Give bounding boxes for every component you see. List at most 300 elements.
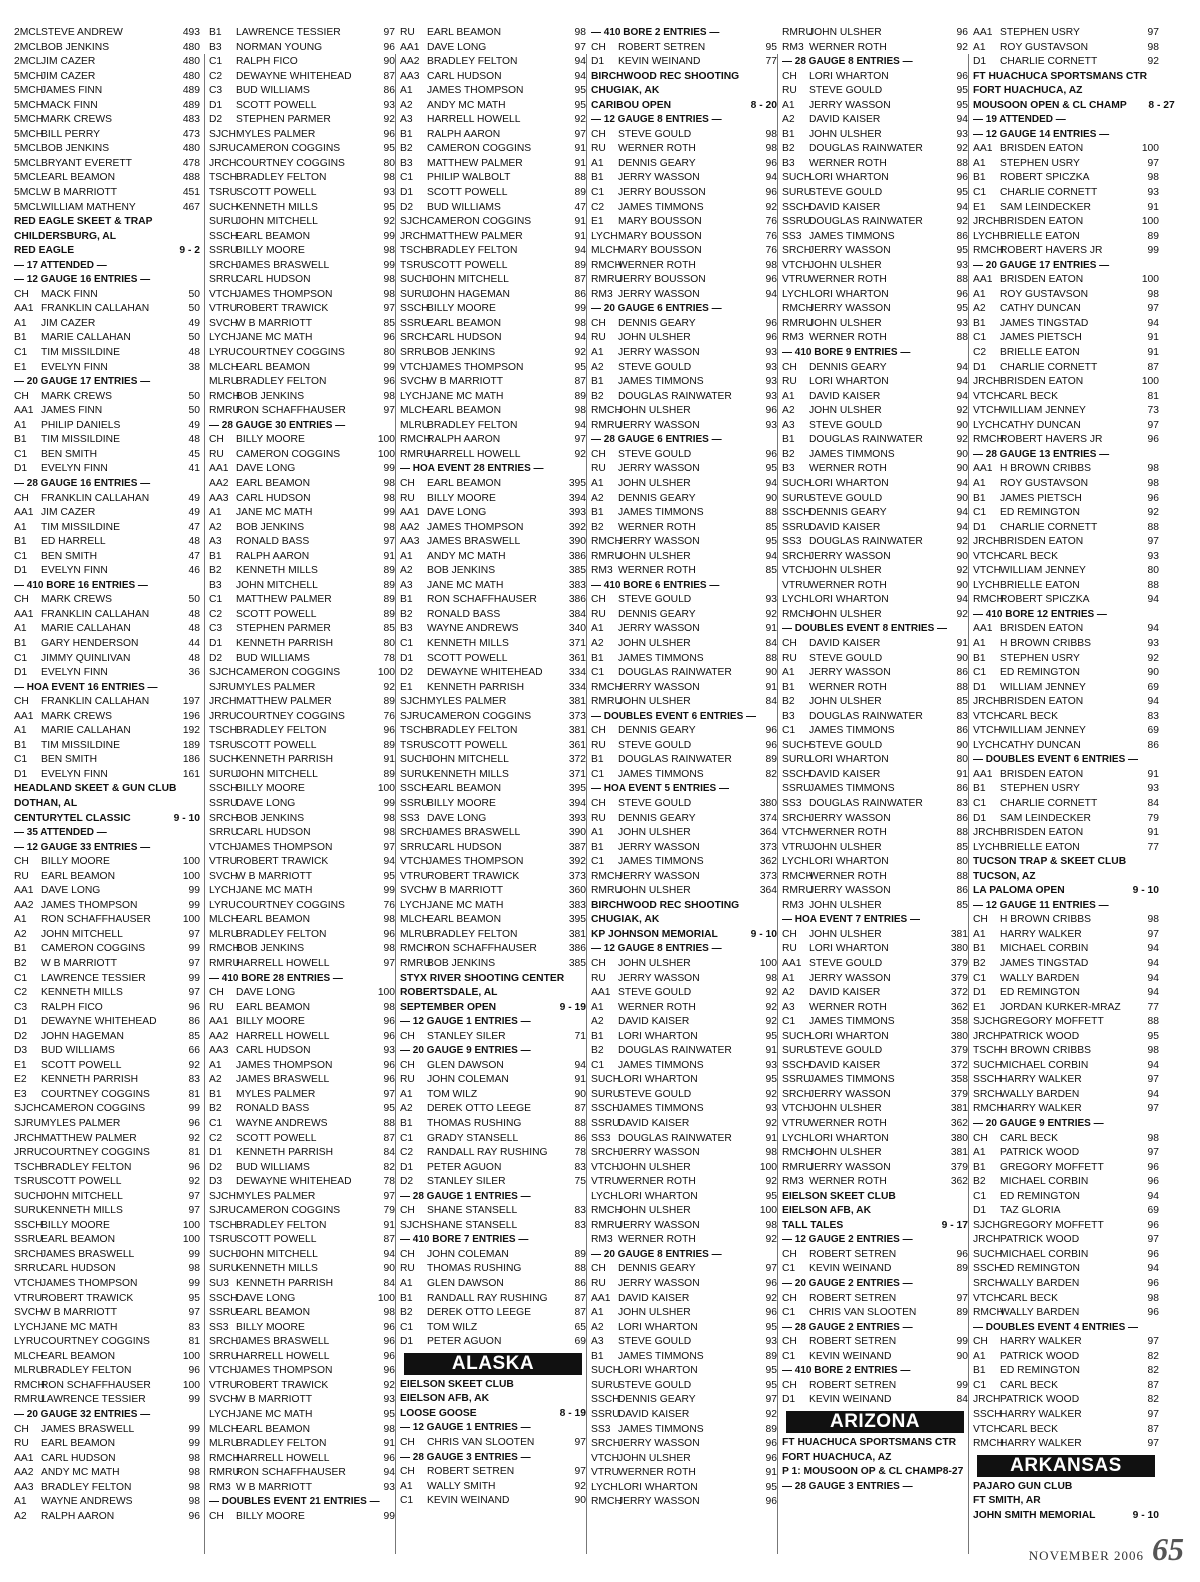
shoot-date: 9 - 10 — [173, 812, 200, 824]
result-row — [14, 1088, 200, 1103]
section-heading: — 410 BORE 7 ENTRIES — — [400, 1234, 529, 1246]
score: 92 — [765, 987, 777, 999]
score: 96 — [765, 448, 777, 460]
result-row — [591, 739, 777, 754]
class-code: 5MCL — [14, 172, 42, 184]
class-code: C1 — [973, 797, 987, 809]
class-code: TSRU — [209, 739, 238, 751]
score: 82 — [1147, 1365, 1159, 1377]
class-code: C1 — [973, 507, 987, 519]
class-code: CH — [591, 128, 606, 140]
score: 48 — [188, 536, 200, 548]
class-code: A1 — [591, 827, 604, 839]
result-row — [14, 1059, 200, 1074]
result-row — [591, 608, 777, 623]
result-row — [782, 331, 968, 346]
class-code: RU — [591, 143, 606, 155]
result-row — [400, 1335, 586, 1350]
shooter-name: ROY GUSTAVSON — [1000, 288, 1089, 300]
result-row — [973, 1350, 1159, 1365]
score: 93 — [765, 1336, 777, 1348]
result-row — [14, 1219, 200, 1234]
score: 94 — [574, 245, 586, 257]
shooter-name: JOHN MITCHELL — [41, 928, 123, 940]
shooter-name: MICHAEL CORBIN — [1000, 1059, 1089, 1071]
result-row — [209, 433, 395, 448]
score: 92 — [956, 216, 968, 228]
score: 92 — [956, 434, 968, 446]
shooter-name: RON SCHAFFHAUSER — [236, 1467, 346, 1479]
shooter-name: CHRIS VAN SLOOTEN — [809, 1307, 917, 1319]
class-code: A1 — [973, 1350, 986, 1362]
score: 50 — [188, 303, 200, 315]
class-code: SRCH — [209, 259, 239, 271]
result-row — [591, 1481, 777, 1496]
shooter-name: CHARLIE CORNETT — [1000, 187, 1098, 199]
shooter-name: DAVID KAISER — [618, 1292, 690, 1304]
result-row — [782, 942, 968, 957]
result-row — [209, 884, 395, 899]
shooter-name: JAMES TIMMONS — [809, 783, 895, 795]
score: 98 — [1147, 1292, 1159, 1304]
result-row — [782, 70, 968, 85]
class-code: D2 — [209, 652, 223, 664]
shooter-name: MACK FINN — [41, 99, 98, 111]
shooter-name: JERRY WASSON — [809, 245, 891, 257]
class-code: A2 — [591, 1321, 604, 1333]
score: 99 — [383, 361, 395, 373]
score: 88 — [1147, 579, 1159, 591]
result-row — [782, 1262, 968, 1277]
shooter-name: JERRY WASSON — [809, 550, 891, 562]
shooter-name: COURTNEY COGGINS — [41, 1147, 150, 1159]
class-code: VTCH — [973, 390, 1002, 402]
score: 92 — [765, 1176, 777, 1188]
result-row — [400, 186, 586, 201]
class-code: B1 — [209, 1088, 222, 1100]
shooter-name: LORI WHARTON — [809, 172, 889, 184]
result-row — [591, 1219, 777, 1234]
class-code: D2 — [400, 667, 414, 679]
shooter-name: RALPH AARON — [41, 1510, 115, 1522]
result-row — [14, 70, 200, 85]
class-code: A3 — [209, 536, 222, 548]
shooter-name: KEVIN WEINAND — [618, 56, 701, 68]
score: 77 — [765, 56, 777, 68]
result-row — [209, 1510, 395, 1525]
result-row — [14, 492, 200, 507]
shooter-name: FRANKLIN CALLAHAN — [41, 303, 150, 315]
score: 48 — [188, 652, 200, 664]
score: 95 — [765, 1365, 777, 1377]
score: 99 — [383, 885, 395, 897]
shoot-title — [14, 244, 200, 259]
result-row — [14, 564, 200, 579]
result-row — [14, 128, 200, 143]
class-code: C2 — [591, 201, 605, 213]
class-code: E1 — [14, 361, 27, 373]
club-heading — [782, 1465, 968, 1480]
shooter-name: LAWRENCE TESSIER — [41, 1394, 146, 1406]
score: 98 — [765, 1147, 777, 1159]
class-code: B2 — [14, 958, 27, 969]
result-row — [973, 928, 1159, 943]
club-heading-text: TUCSON TRAP & SKEET CLUB — [973, 856, 1127, 868]
score: 189 — [182, 739, 200, 751]
score: 480 — [182, 56, 200, 68]
class-code: TSCH — [209, 1219, 238, 1231]
score: 361 — [568, 739, 586, 751]
score: 87 — [574, 1307, 586, 1319]
class-code: CH — [14, 492, 29, 504]
class-code: C1 — [782, 725, 796, 737]
shooter-name: COURTNEY COGGINS — [236, 899, 345, 911]
score: 392 — [568, 521, 586, 533]
shooter-name: JERRY WASSON — [618, 1496, 700, 1508]
score: 94 — [956, 521, 968, 533]
score: 91 — [1147, 201, 1159, 213]
class-code: A2 — [209, 1074, 222, 1086]
score: 92 — [765, 1292, 777, 1304]
score: 94 — [1147, 987, 1159, 999]
class-code: RMRU — [782, 1161, 813, 1173]
class-code: CH — [400, 1436, 415, 1448]
score: 92 — [765, 201, 777, 213]
result-row — [591, 1146, 777, 1161]
result-row — [973, 55, 1159, 70]
results-column — [400, 26, 586, 1509]
result-row — [782, 579, 968, 594]
score: 98 — [383, 245, 395, 257]
class-code: AA2 — [400, 521, 420, 533]
score: 99 — [956, 1336, 968, 1348]
score: 99 — [574, 303, 586, 315]
class-code: B2 — [591, 1045, 604, 1057]
score: 340 — [568, 623, 586, 635]
shooter-name: EARL BEAMON — [236, 1307, 311, 1319]
club-heading — [14, 230, 200, 245]
score: 92 — [956, 608, 968, 620]
result-row — [782, 1335, 968, 1350]
class-code: 5MCL — [14, 157, 42, 169]
score: 362 — [759, 856, 777, 868]
shooter-name: WALLY BARDEN — [1000, 972, 1080, 984]
score: 85 — [956, 841, 968, 853]
result-row — [14, 1132, 200, 1147]
class-code: CH — [973, 1132, 988, 1144]
shooter-name: LORI WHARTON — [809, 754, 889, 766]
class-code: RM3 — [591, 1234, 613, 1246]
class-code: RU — [591, 608, 606, 620]
score: 84 — [1147, 797, 1159, 809]
score: 88 — [956, 157, 968, 169]
result-row — [400, 608, 586, 623]
class-code: LYRU — [14, 1336, 41, 1348]
score: 49 — [188, 492, 200, 504]
shooter-name: ED HARRELL — [41, 536, 106, 548]
result-row — [400, 41, 586, 56]
shooter-name: W B MARRIOTT — [236, 317, 313, 329]
result-row — [209, 361, 395, 376]
shooter-name: ED REMINGTON — [1000, 1263, 1080, 1275]
score: 79 — [1147, 812, 1159, 824]
score: 98 — [383, 827, 395, 839]
shooter-name: WILLIAM JENNEY — [1000, 725, 1086, 737]
section-heading: — 28 GAUGE 8 ENTRIES — — [782, 56, 913, 68]
score: 98 — [574, 317, 586, 329]
score: 98 — [383, 477, 395, 489]
score: 98 — [1147, 288, 1159, 300]
club-heading — [400, 972, 586, 987]
score: 89 — [574, 390, 586, 402]
shooter-name: DOUGLAS RAINWATER — [618, 1045, 732, 1057]
shooter-name: WALLY BARDEN — [1000, 1278, 1080, 1290]
class-code: VTCH — [209, 841, 238, 853]
result-row — [14, 1073, 200, 1088]
score: 93 — [956, 317, 968, 329]
class-code: SSCH — [782, 201, 811, 213]
score: 94 — [383, 856, 395, 868]
shooter-name: CAMERON COGGINS — [236, 1205, 341, 1217]
result-row — [973, 1306, 1159, 1321]
score: 88 — [1147, 1016, 1159, 1028]
class-code: B1 — [400, 594, 413, 606]
score: 96 — [383, 1350, 395, 1362]
shooter-name: JAMES BRASWELL — [427, 536, 521, 548]
class-code: LYCH — [782, 1132, 809, 1144]
shooter-name: JOHN MITCHELL — [236, 768, 318, 780]
result-row — [209, 84, 395, 99]
shooter-name: W B MARRIOTT — [236, 1481, 313, 1493]
shooter-name: DENNIS GEARY — [618, 725, 696, 737]
class-code: B2 — [591, 521, 604, 533]
result-row — [973, 710, 1159, 725]
shooter-name: MYLES PALMER — [236, 1190, 316, 1202]
score: 395 — [568, 783, 586, 795]
result-row — [209, 1350, 395, 1365]
shooter-name: JOHN ULSHER — [618, 958, 691, 969]
class-code: AA1 — [209, 1016, 229, 1028]
result-row — [782, 724, 968, 739]
score: 361 — [568, 652, 586, 664]
score: 94 — [765, 477, 777, 489]
shooter-name: JOHN ULSHER — [618, 477, 691, 489]
shooter-name: WALLY BARDEN — [1000, 1307, 1080, 1319]
class-code: JRCH — [14, 1132, 42, 1144]
class-code: AA1 — [14, 507, 34, 519]
shooter-name: DAVID KAISER — [618, 1118, 690, 1130]
score: 91 — [574, 157, 586, 169]
result-row — [400, 433, 586, 448]
shooter-name: DOUGLAS RAINWATER — [809, 143, 923, 155]
shooter-name: GARY HENDERSON — [41, 637, 139, 649]
class-code: CH — [209, 987, 224, 999]
score: 96 — [765, 1278, 777, 1290]
result-row — [782, 492, 968, 507]
result-row — [14, 1393, 200, 1408]
score: 95 — [956, 187, 968, 199]
result-row — [973, 1423, 1159, 1438]
class-code: AA3 — [209, 1045, 229, 1057]
class-code: 5MCH — [14, 114, 44, 126]
result-row — [591, 637, 777, 652]
shooter-name: JERRY WASSON — [618, 536, 700, 548]
shooter-name: JAMES BRASWELL — [427, 827, 521, 839]
score: 386 — [568, 943, 586, 955]
class-code: SSRU — [400, 317, 429, 329]
score: 46 — [188, 565, 200, 577]
result-row — [973, 390, 1159, 405]
class-code: A1 — [400, 85, 413, 97]
result-row — [973, 637, 1159, 652]
class-code: B2 — [973, 958, 986, 969]
class-code: SRRU — [400, 841, 430, 853]
score: 94 — [1147, 696, 1159, 708]
result-row — [591, 768, 777, 783]
class-code: SS3 — [782, 230, 802, 242]
class-code: B1 — [14, 739, 27, 751]
class-code: SS3 — [591, 1132, 611, 1144]
result-row — [591, 128, 777, 143]
score: 92 — [574, 347, 586, 359]
class-code: B1 — [400, 1118, 413, 1130]
score: 381 — [950, 1103, 968, 1115]
class-code: CH — [400, 1248, 415, 1260]
section-heading: — HOA EVENT 5 ENTRIES — — [591, 783, 729, 795]
shooter-name: SCOTT POWELL — [41, 1059, 122, 1071]
result-row — [14, 550, 200, 565]
class-code: AA2 — [14, 899, 34, 911]
shooter-name: JOHN ULSHER — [809, 565, 882, 577]
shooter-name: H BROWN CRIBBS — [1000, 637, 1091, 649]
shooter-name: MYLES PALMER — [236, 128, 316, 140]
shooter-name: STANLEY SILER — [427, 1030, 506, 1042]
shooter-name: SCOTT POWELL — [236, 608, 317, 620]
shooter-name: JAMES TIMMONS — [618, 652, 704, 664]
result-row — [591, 157, 777, 172]
shooter-name: W B MARRIOTT — [236, 870, 313, 882]
shooter-name: JERRY WASSON — [618, 347, 700, 359]
class-code: CH — [591, 958, 606, 969]
result-row — [782, 1030, 968, 1045]
shooter-name: DAVE LONG — [41, 885, 101, 897]
score: 92 — [765, 1118, 777, 1130]
class-code: SSCH — [782, 768, 811, 780]
section-heading: — 410 BORE 28 ENTRIES — — [209, 972, 343, 984]
shooter-name: CAMERON COGGINS — [427, 710, 532, 722]
result-row — [591, 1306, 777, 1321]
score: 92 — [956, 536, 968, 548]
shooter-name: WAYNE ANDREWS — [236, 1118, 328, 1130]
result-row — [209, 608, 395, 623]
class-code: VTRU — [782, 579, 811, 591]
class-code: LYCH — [209, 332, 236, 344]
result-row — [14, 608, 200, 623]
result-row — [782, 899, 968, 914]
result-row — [400, 1175, 586, 1190]
results-column — [209, 26, 395, 1524]
shooter-name: BEN SMITH — [41, 550, 98, 562]
shooter-name: EARL BEAMON — [427, 317, 502, 329]
class-code: SRCH — [14, 1248, 44, 1260]
shooter-name: ROBERT SETREN — [809, 1336, 897, 1348]
result-row — [591, 550, 777, 565]
result-row — [782, 317, 968, 332]
shooter-name: HARRELL HOWELL — [236, 1452, 330, 1464]
shooter-name: JOHN COLEMAN — [427, 1248, 509, 1260]
class-code: VTRU — [591, 1176, 620, 1188]
shooter-name: SAM LEINDECKER — [1000, 812, 1091, 824]
class-code: C1 — [591, 667, 605, 679]
result-row — [400, 113, 586, 128]
score: 81 — [188, 1147, 200, 1159]
shooter-name: JAMES THOMPSON — [236, 1059, 333, 1071]
shooter-name: BEN SMITH — [41, 754, 98, 766]
shooter-name: JAMES TIMMONS — [618, 768, 704, 780]
result-row — [14, 1204, 200, 1219]
result-row — [591, 1161, 777, 1176]
class-code: D1 — [400, 652, 414, 664]
class-code: JRCH — [973, 376, 1001, 388]
shooter-name: WILLIAM JENNEY — [1000, 565, 1086, 577]
result-row — [591, 681, 777, 696]
result-row — [209, 1437, 395, 1452]
class-code: SURU — [209, 1263, 239, 1275]
shooter-name: BILLY MOORE — [236, 1321, 305, 1333]
result-row — [973, 41, 1159, 56]
shooter-name: DENNIS GEARY — [809, 507, 887, 519]
score: 78 — [383, 1176, 395, 1188]
result-row — [782, 375, 968, 390]
shooter-name: BRIELLE EATON — [1000, 230, 1080, 242]
class-code: A1 — [591, 1001, 604, 1013]
shooter-name: JAMES FINN — [41, 405, 103, 417]
score: 83 — [574, 1219, 586, 1231]
class-code: SJCH — [209, 667, 236, 679]
class-code: D1 — [14, 667, 28, 679]
shooter-name: JERRY WASSON — [809, 667, 891, 679]
score: 100 — [182, 856, 200, 868]
result-row — [591, 1088, 777, 1103]
shooter-name: FRANKLIN CALLAHAN — [41, 608, 150, 620]
score: 92 — [188, 1132, 200, 1144]
score: 97 — [574, 1436, 586, 1448]
club-heading-text: FT SMITH, AR — [973, 1495, 1041, 1507]
class-code: B2 — [400, 143, 413, 155]
result-row — [591, 521, 777, 536]
result-row — [14, 1495, 200, 1510]
club-heading — [973, 855, 1159, 870]
shooter-name: WERNER ROTH — [809, 827, 887, 839]
score: 95 — [956, 85, 968, 97]
shooter-name: EARL BEAMON — [41, 1350, 116, 1362]
result-row — [14, 1117, 200, 1132]
score: 79 — [383, 1205, 395, 1217]
class-code: SJCH — [209, 1190, 236, 1202]
class-code: A1 — [973, 41, 986, 53]
score: 96 — [956, 27, 968, 38]
result-row — [591, 259, 777, 274]
result-row — [782, 768, 968, 783]
shooter-name: ANDY MC MATH — [41, 1467, 120, 1479]
shooter-name: SHANE STANSELL — [427, 1205, 518, 1217]
result-row — [209, 113, 395, 128]
score: 91 — [574, 230, 586, 242]
shooter-name: MARIE CALLAHAN — [41, 623, 131, 635]
result-row — [400, 1262, 586, 1277]
result-row — [400, 899, 586, 914]
score: 85 — [956, 899, 968, 911]
